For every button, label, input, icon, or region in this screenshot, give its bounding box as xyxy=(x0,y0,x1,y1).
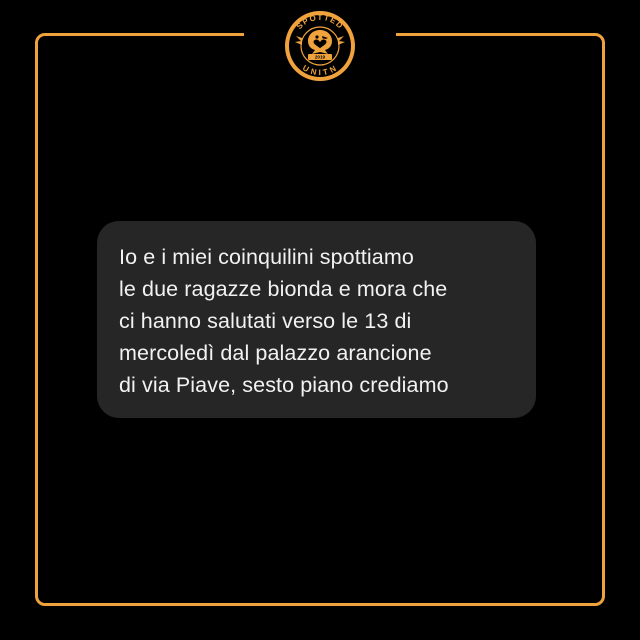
message-line: mercoledì dal palazzo arancione xyxy=(119,341,432,365)
message-bubble xyxy=(97,221,536,418)
message-line: di via Piave, sesto piano crediamo xyxy=(119,373,449,397)
message-line: le due ragazze bionda e mora che xyxy=(119,277,448,301)
seal-banner-text: 2019 xyxy=(314,54,326,60)
message-text xyxy=(119,241,514,401)
spotted-unitn-logo xyxy=(282,8,358,84)
message-line: ci hanno salutati verso le 13 di xyxy=(119,309,412,333)
seal-arc-bottom-text: UNITN xyxy=(301,63,339,77)
message-line: Io e i miei coinquilini spottiamo xyxy=(119,245,414,269)
seal-arc-top-text: SPOTTED xyxy=(294,12,346,32)
